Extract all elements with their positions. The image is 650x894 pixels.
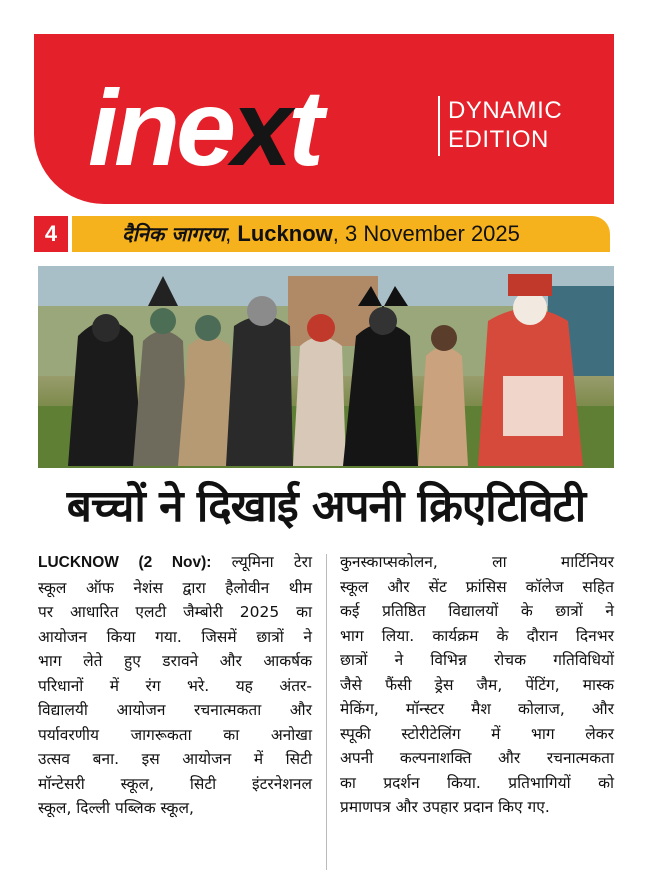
article-line: स्पूकी स्टोरीटेलिंग में भाग लेकर — [340, 724, 614, 743]
article-line: भाग लिया. कार्यक्रम के दौरान दिनभर — [340, 626, 614, 645]
article-line: मेकिंग, मॉन्स्टर मैश कोलाज, और — [340, 700, 614, 718]
article-line: आयोजन किया गया. जिसमें छात्रों ने — [38, 627, 312, 646]
article-line: प्रमाणपत्र और उपहार प्रदान किए गए. — [340, 798, 550, 816]
logo-x-mark: x — [232, 67, 289, 188]
logo-text-ine: ine — [88, 67, 233, 188]
date-text — [122, 220, 520, 247]
costumed-child-1 — [68, 314, 143, 466]
logo-text-t: t — [288, 67, 321, 188]
article-line: जैसे फैंसी ड्रेस जैम, पेंटिंग, मास्क — [340, 675, 614, 694]
article-line: अपनी कल्पनाशक्ति और रचनात्मकता — [340, 749, 614, 767]
article-line: पर आधारित एलटी जैम्बोरी 2025 का — [38, 603, 312, 621]
article-line: स्कूल और सेंट फ्रांसिस कॉलेज सहित — [340, 577, 614, 596]
article-line: मॉन्टेसरी स्कूल, सिटी इंटरनेशनल — [38, 774, 312, 793]
date-separator: , — [225, 221, 232, 246]
date-separator: , — [332, 221, 339, 246]
halloween-costume-photo — [38, 266, 614, 468]
city-name: Lucknow — [237, 221, 333, 246]
edition-line-2: EDITION — [448, 126, 549, 153]
article-line: पर्यावरणीय जागरूकता का अनोखा — [38, 725, 312, 744]
article-column-left — [38, 550, 312, 870]
article-line: विद्यालयी आयोजन रचनात्मकता और — [38, 701, 312, 719]
article-line — [38, 550, 312, 576]
column-divider — [326, 554, 327, 870]
article-line: भाग लेते हुए डरावने और आकर्षक — [38, 652, 312, 670]
newspaper-name: दैनिक जागरण — [122, 222, 226, 246]
headline: बच्चों ने दिखाई अपनी क्रिएटिविटी — [66, 481, 586, 532]
dateline — [34, 216, 610, 252]
issue-date: 3 November 2025 — [345, 221, 520, 246]
article-line: स्कूल, दिल्ली पब्लिक स्कूल, — [38, 799, 194, 817]
article-lead: LUCKNOW (2 Nov): — [38, 554, 212, 571]
photo-illustration — [38, 266, 614, 468]
edition-line-1: DYNAMIC — [448, 97, 563, 124]
article-text: ल्यूमिना टेरा — [211, 553, 312, 571]
article-line: उत्सव बना. इस आयोजन में सिटी — [38, 750, 312, 768]
masthead-banner — [34, 34, 614, 204]
article-line: कई प्रतिष्ठित विद्यालयों के छात्रों ने — [340, 602, 614, 620]
article-line: कुनस्काप्सकोलन, ला मार्टिनियर — [340, 553, 614, 571]
edition-label — [438, 96, 562, 156]
article-column-right — [340, 550, 614, 870]
article-line: परिधानों में रंग भरे. यह अंतर- — [38, 676, 312, 695]
article-line: स्कूल ऑफ नेशंस द्वारा हैलोवीन थीम — [38, 578, 312, 597]
article-line: छात्रों ने विभिन्न रोचक गतिविधियों — [340, 651, 614, 669]
date-bar — [72, 216, 610, 252]
page-number: 4 — [34, 216, 68, 252]
article-line: का प्रदर्शन किया. प्रतिभागियों को — [340, 773, 614, 792]
inext-logo — [88, 52, 321, 188]
